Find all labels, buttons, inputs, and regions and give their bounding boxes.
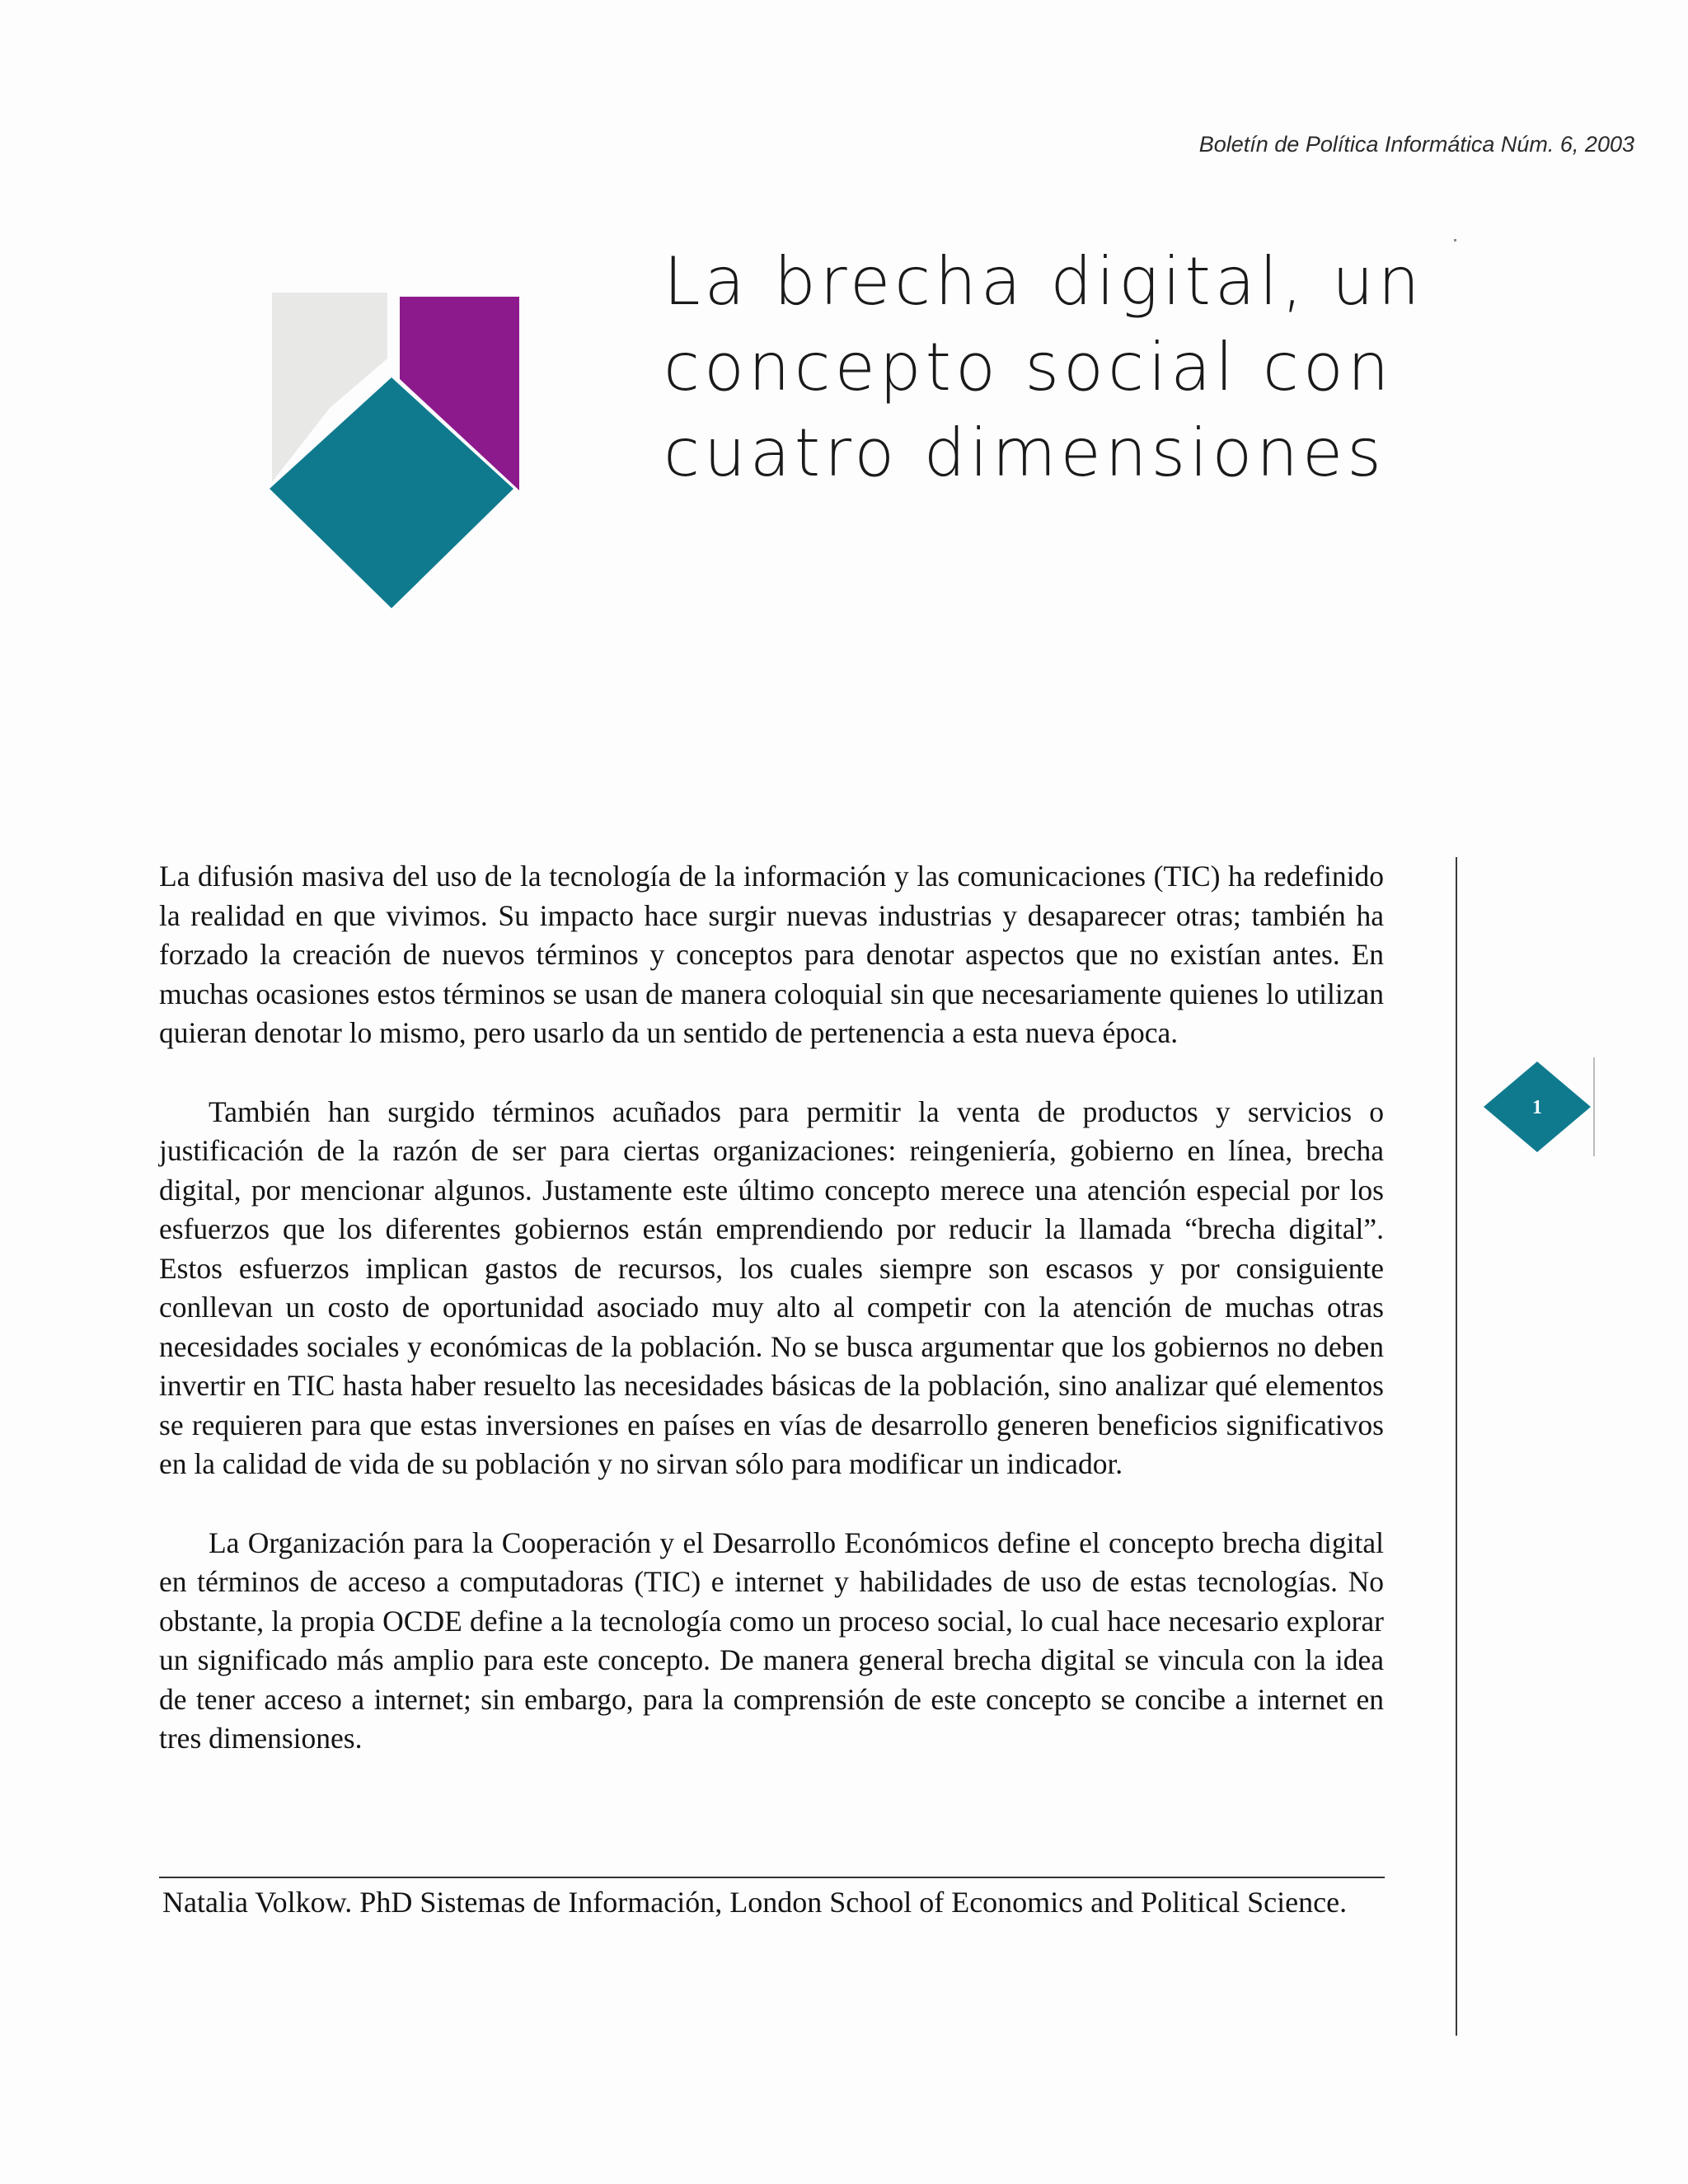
title-line-1: La brecha digital, un: [663, 243, 1424, 320]
author-footnote: Natalia Volkow. PhD Sistemas de Información, London School of Economics and Political Science.: [162, 1886, 1348, 1919]
logo: [247, 272, 544, 635]
paragraph-1: La difusión masiva del uso de la tecnología de la información y las comunicaciones (TIC) ha redefinido la realidad en que vivimos. Su impacto hace surgir nuevas industrias y desaparecer otras; también ha forzado la creación de nuevos términos y conceptos para denotar aspectos que no existían antes. En muchas ocasiones estos términos se usan de manera coloquial sin que necesariamente quienes lo utilizan quieran denotar lo mismo, pero usarlo da un sentido de pertenencia a esta nueva época.: [159, 860, 1384, 1049]
title-line-2: concepto social con: [663, 329, 1394, 405]
paragraph-3: La Organización para la Cooperación y el Desarrollo Económicos define el concepto brecha digital en términos de acceso a computadoras (TIC) e internet y habilidades de uso de estas tecnologías. No obstante, la propia OCDE define a la tecnología como un proceso social, lo cual hace necesario explorar un significado más amplio para este concepto. De manera general brecha digital se vincula con la idea de tener acceso a internet; sin embargo, para la comprensión de este concepto se concibe a internet en tres dimensiones.: [159, 1526, 1384, 1755]
paragraph-2: También han surgido términos acuñados para permitir la venta de productos y servicios o justificación de la razón de ser para ciertas organizaciones: reingeniería, gobierno en línea, brecha digital, por mencionar algunos. Justamente este último concepto merece una atención especial por los esfuerzos que los diferentes gobiernos están emprendiendo por reducir la llamada “brecha digital”. Estos esfuerzos implican gastos de recursos, los cuales siempre son escasos y por consiguiente conllevan un costo de oportunidad asociado muy alto al competir con la atención de muchas otras necesidades sociales y económicas de la población. No se busca argumentar que los gobiernos no deben invertir en TIC hasta haber resuelto las necesidades básicas de la población, sino analizar qué elementos se requieren para que estas inversiones en países en vías de desarrollo generen beneficios significativos en la calidad de vida de su población y no sirvan sólo para modificar un indicador.: [159, 1094, 1384, 1480]
footnote-divider: [159, 1877, 1385, 1878]
article-body: [159, 857, 1384, 1798]
title-line-3: cuatro dimensiones: [663, 415, 1386, 491]
page-title: [663, 239, 1488, 496]
page-number: 1: [1532, 1097, 1542, 1118]
margin-rule: [1456, 857, 1457, 2036]
journal-header: Boletín de Política Informática Núm. 6, 2003: [1198, 132, 1634, 157]
corner-tick: [1454, 239, 1456, 241]
page-number-badge: [1479, 1057, 1595, 1156]
